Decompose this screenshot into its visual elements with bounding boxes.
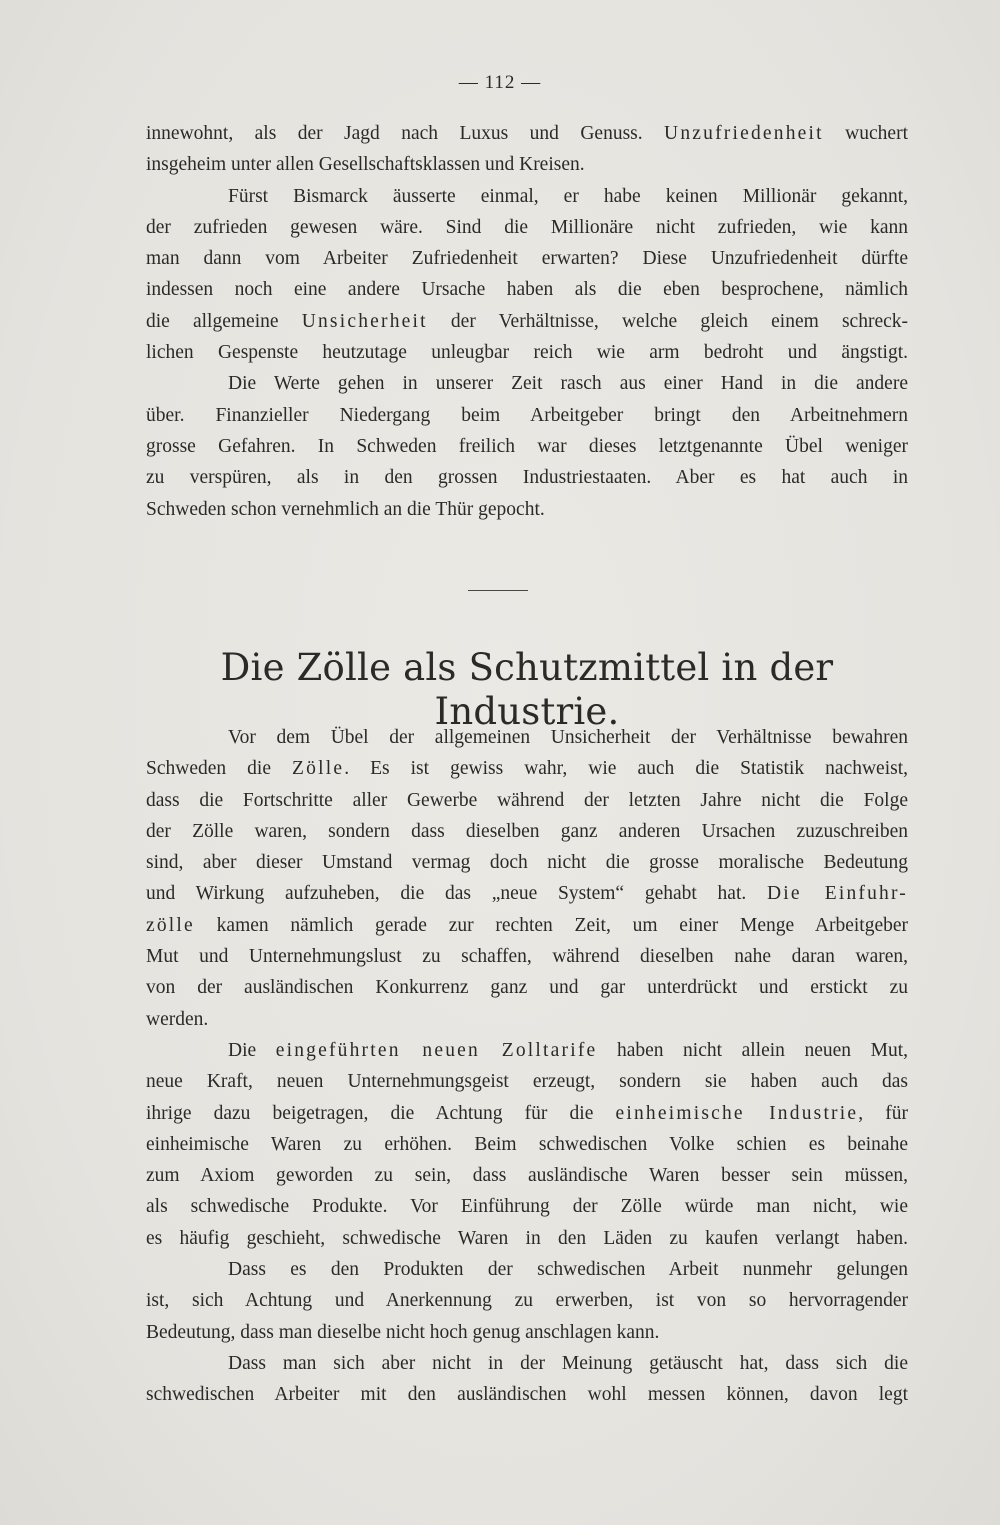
text-line: lichen Gespenste heutzutage unleugbar reich wie arm bedroht und ängstigt. bbox=[146, 342, 908, 364]
text-line: von der ausländischen Konkurrenz ganz und gar unterdrückt und erstickt zu bbox=[146, 977, 908, 999]
text-line: dass die Fortschritte aller Gewerbe während der letzten Jahre nicht die Folge bbox=[146, 789, 908, 811]
text-line: zum Axiom geworden zu sein, dass ausländische Waren besser sein müssen, bbox=[146, 1165, 908, 1187]
text-line: die allgemeine Unsicherheit der Verhältnisse, welche gleich einem schreck- bbox=[146, 310, 908, 332]
text-line: insgeheim unter allen Gesellschaftsklassen und Kreisen. bbox=[146, 154, 585, 176]
text-line: indessen noch eine andere Ursache haben als die eben besprochene, nämlich bbox=[146, 279, 908, 301]
text-line: Schweden die Zölle. Es ist gewiss wahr, wie auch die Statistik nachweist, bbox=[146, 758, 908, 780]
section-divider bbox=[468, 590, 528, 591]
text-line: man dann vom Arbeiter Zufriedenheit erwarten? Diese Unzufriedenheit dürfte bbox=[146, 248, 908, 270]
text-line: Vor dem Übel der allgemeinen Unsicherheit der Verhältnisse bewahren bbox=[228, 727, 908, 748]
page-number: — 112 — bbox=[458, 72, 542, 93]
text-line: es häufig geschieht, schwedische Waren in den Läden zu kaufen verlangt haben. bbox=[146, 1227, 908, 1249]
text-line: Die eingeführten neuen Zolltarife haben nicht allein neuen Mut, bbox=[228, 1039, 908, 1061]
paragraph-block-1 bbox=[146, 118, 908, 525]
text-line: der zufrieden gewesen wäre. Sind die Millionäre nicht zufrieden, wie kann bbox=[146, 216, 908, 238]
text-line: innewohnt, als der Jagd nach Luxus und Genuss. Unzufriedenheit wuchert bbox=[146, 123, 908, 144]
text-line: Die Werte gehen in unserer Zeit rasch aus einer Hand in die andere bbox=[228, 373, 908, 395]
text-line: Dass man sich aber nicht in der Meinung getäuscht hat, dass sich die bbox=[228, 1352, 908, 1374]
section-heading: Die Zölle als Schutzmittel in der Industrie. bbox=[220, 646, 834, 733]
paragraph-block-2 bbox=[146, 722, 908, 1411]
text-line: über. Finanzieller Niedergang beim Arbeitgeber bringt den Arbeitnehmern bbox=[146, 404, 908, 426]
text-line: der Zölle waren, sondern dass dieselben ganz anderen Ursachen zuzuschreiben bbox=[146, 820, 908, 842]
text-line: Bedeutung, dass man dieselbe nicht hoch genug anschlagen kann. bbox=[146, 1321, 660, 1343]
text-line: einheimische Waren zu erhöhen. Beim schwedischen Volke schien es beinahe bbox=[146, 1133, 908, 1155]
text-line: Mut und Unternehmungslust zu schaffen, während dieselben nahe daran waren, bbox=[146, 946, 908, 968]
text-line: werden. bbox=[146, 1008, 209, 1030]
text-line: zölle kamen nämlich gerade zur rechten Zeit, um einer Menge Arbeitgeber bbox=[146, 914, 908, 936]
text-line: grosse Gefahren. In Schweden freilich war dieses letztgenannte Übel weniger bbox=[146, 435, 908, 457]
text-line: Schweden schon vernehmlich an die Thür gepocht. bbox=[146, 498, 545, 520]
text-line: sind, aber dieser Umstand vermag doch nicht die grosse moralische Bedeutung bbox=[146, 852, 908, 874]
text-line: schwedischen Arbeiter mit den ausländischen wohl messen können, davon legt bbox=[146, 1384, 908, 1406]
text-line: Fürst Bismarck äusserte einmal, er habe keinen Millionär gekannt, bbox=[228, 185, 908, 207]
text-line: als schwedische Produkte. Vor Einführung der Zölle würde man nicht, wie bbox=[146, 1196, 908, 1218]
text-line: und Wirkung aufzuheben, die das „neue System“ gehabt hat. Die Einfuhr- bbox=[146, 883, 908, 905]
text-line: ihrige dazu beigetragen, die Achtung für die einheimische Industrie, für bbox=[146, 1102, 908, 1124]
text-line: Dass es den Produkten der schwedischen Arbeit nunmehr gelungen bbox=[228, 1259, 908, 1281]
text-line: neue Kraft, neuen Unternehmungsgeist erzeugt, sondern sie haben auch das bbox=[146, 1071, 908, 1093]
text-line: ist, sich Achtung und Anerkennung zu erwerben, ist von so hervorragender bbox=[146, 1290, 908, 1312]
text-line: zu verspüren, als in den grossen Industriestaaten. Aber es hat auch in bbox=[146, 467, 908, 489]
